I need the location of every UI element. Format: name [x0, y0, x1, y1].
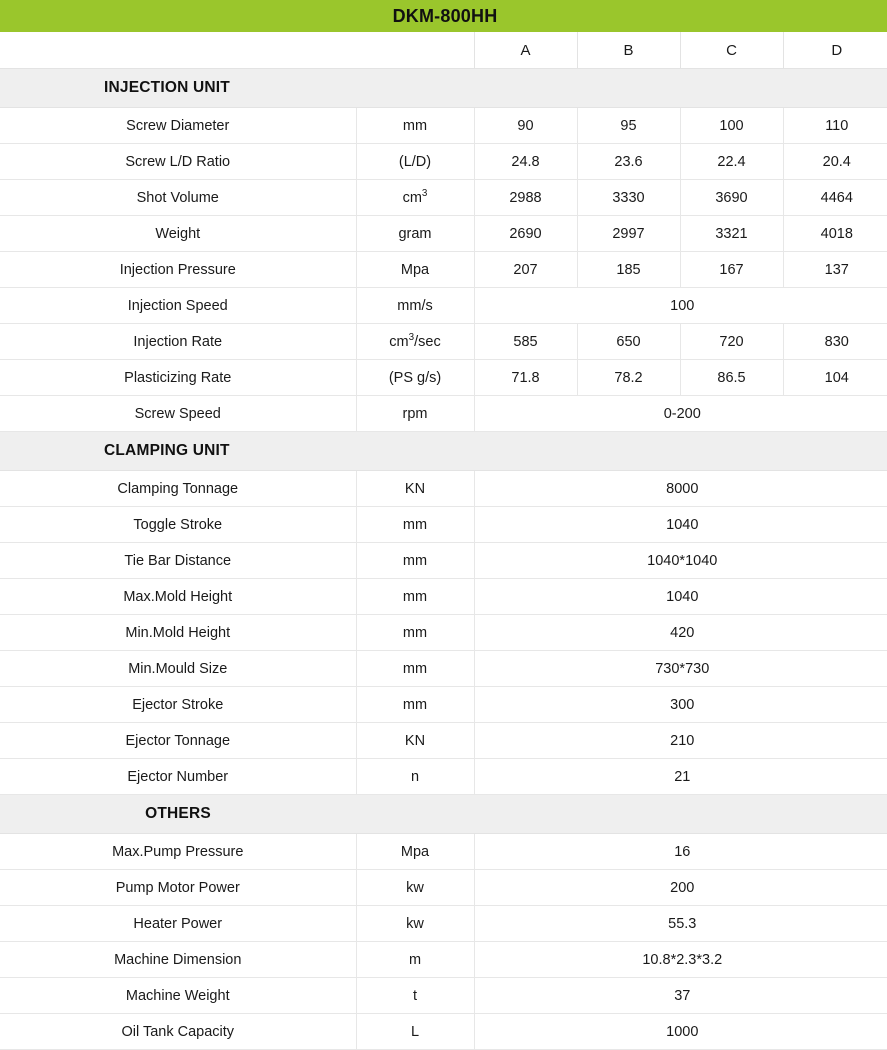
table-row: [0, 942, 887, 978]
spec-name-cell: Tie Bar Distance: [0, 543, 356, 579]
spec-name-cell: Heater Power: [0, 906, 356, 942]
spec-unit-cell: Mpa: [356, 252, 474, 288]
spec-unit-cell: KN: [356, 471, 474, 507]
column-header-row: [0, 32, 887, 69]
table-row: [0, 723, 887, 759]
spec-unit-cell: t: [356, 978, 474, 1014]
spec-unit-cell: gram: [356, 216, 474, 252]
title-row: [0, 0, 887, 32]
table-row: [0, 288, 887, 324]
table-row: [0, 870, 887, 906]
spec-value-merged-cell: 730*730: [474, 651, 887, 687]
unit-base: cm: [402, 189, 422, 206]
spec-unit-cell: KN: [356, 723, 474, 759]
spec-value-cell: 24.8: [474, 144, 577, 180]
spec-value-merged-cell: 8000: [474, 471, 887, 507]
table-row: [0, 471, 887, 507]
spec-value-merged-cell: 420: [474, 615, 887, 651]
spec-value-cell: 86.5: [680, 360, 783, 396]
spec-value-cell: 95: [577, 108, 680, 144]
spec-value-cell: 100: [680, 108, 783, 144]
spec-value-merged-cell: 10.8*2.3*3.2: [474, 942, 887, 978]
spec-value-cell: 3321: [680, 216, 783, 252]
spec-value-cell: 22.4: [680, 144, 783, 180]
spec-name-cell: Toggle Stroke: [0, 507, 356, 543]
spec-value-cell: 90: [474, 108, 577, 144]
spec-value-cell: 4464: [783, 180, 887, 216]
spec-unit-cell: mm/s: [356, 288, 474, 324]
spec-unit-cell: mm: [356, 543, 474, 579]
spec-unit-cell: mm: [356, 615, 474, 651]
section-header-row: [0, 69, 887, 108]
table-row: [0, 396, 887, 432]
spec-value-merged-cell: 100: [474, 288, 887, 324]
spec-value-cell: 207: [474, 252, 577, 288]
spec-name-cell: Machine Dimension: [0, 942, 356, 978]
spec-value-cell: 2690: [474, 216, 577, 252]
spec-name-cell: Ejector Tonnage: [0, 723, 356, 759]
spec-name-cell: Weight: [0, 216, 356, 252]
spec-value-cell: 185: [577, 252, 680, 288]
spec-name-cell: Oil Tank Capacity: [0, 1014, 356, 1050]
spec-value-cell: 110: [783, 108, 887, 144]
table-body: [0, 69, 887, 1050]
spec-name-cell: Screw Diameter: [0, 108, 356, 144]
table-head: [0, 0, 887, 69]
spec-unit-cell: [356, 324, 474, 360]
spec-value-cell: 2997: [577, 216, 680, 252]
spec-unit-cell: Mpa: [356, 834, 474, 870]
spec-unit-cell: (L/D): [356, 144, 474, 180]
spec-value-cell: 2988: [474, 180, 577, 216]
spec-value-cell: 720: [680, 324, 783, 360]
table-row: [0, 324, 887, 360]
spec-value-merged-cell: 21: [474, 759, 887, 795]
table-row: [0, 651, 887, 687]
section-label: OTHERS: [145, 805, 211, 822]
spec-name-cell: Ejector Number: [0, 759, 356, 795]
spec-name-cell: Shot Volume: [0, 180, 356, 216]
spec-value-cell: 167: [680, 252, 783, 288]
spec-name-cell: Plasticizing Rate: [0, 360, 356, 396]
spec-unit-cell: mm: [356, 108, 474, 144]
spec-value-merged-cell: 200: [474, 870, 887, 906]
spec-name-cell: Min.Mold Height: [0, 615, 356, 651]
section-header-cell: [0, 69, 887, 108]
table-row: [0, 1014, 887, 1050]
unit-base: cm: [389, 333, 409, 350]
spec-name-cell: Max.Mold Height: [0, 579, 356, 615]
section-label: CLAMPING UNIT: [104, 442, 230, 459]
spec-name-cell: Pump Motor Power: [0, 870, 356, 906]
table-row: [0, 579, 887, 615]
spec-unit-cell: rpm: [356, 396, 474, 432]
unit-exponent: 3: [408, 331, 415, 343]
spec-value-merged-cell: 1000: [474, 1014, 887, 1050]
section-label: INJECTION UNIT: [104, 79, 230, 96]
spec-name-cell: Ejector Stroke: [0, 687, 356, 723]
section-header-row: [0, 795, 887, 834]
spec-value-cell: 3330: [577, 180, 680, 216]
model-title: DKM-800HH: [0, 0, 887, 32]
spec-name-cell: Injection Speed: [0, 288, 356, 324]
spec-value-merged-cell: 1040: [474, 579, 887, 615]
table-row: [0, 834, 887, 870]
spec-value-merged-cell: 300: [474, 687, 887, 723]
spec-value-cell: 23.6: [577, 144, 680, 180]
spec-unit-cell: mm: [356, 687, 474, 723]
spec-unit-cell: kw: [356, 906, 474, 942]
spec-name-cell: Injection Rate: [0, 324, 356, 360]
table-row: [0, 252, 887, 288]
table-row: [0, 216, 887, 252]
spec-unit-cell: mm: [356, 651, 474, 687]
table-row: [0, 360, 887, 396]
spec-value-cell: 4018: [783, 216, 887, 252]
spec-name-cell: Injection Pressure: [0, 252, 356, 288]
column-header-b: B: [577, 32, 680, 69]
table-row: [0, 687, 887, 723]
column-header-a: A: [474, 32, 577, 69]
spec-value-merged-cell: 210: [474, 723, 887, 759]
spec-unit-cell: mm: [356, 507, 474, 543]
spec-value-merged-cell: 37: [474, 978, 887, 1014]
spec-value-cell: 20.4: [783, 144, 887, 180]
spec-value-cell: 104: [783, 360, 887, 396]
spec-value-merged-cell: 0-200: [474, 396, 887, 432]
spec-unit-cell: n: [356, 759, 474, 795]
table-row: [0, 906, 887, 942]
section-header-row: [0, 432, 887, 471]
spec-name-cell: Min.Mould Size: [0, 651, 356, 687]
spec-unit-cell: m: [356, 942, 474, 978]
spec-value-cell: 830: [783, 324, 887, 360]
column-header-d: D: [783, 32, 887, 69]
spec-value-cell: 650: [577, 324, 680, 360]
table-row: [0, 108, 887, 144]
spec-value-merged-cell: 16: [474, 834, 887, 870]
table-row: [0, 180, 887, 216]
spec-unit-cell: [356, 180, 474, 216]
column-header-c: C: [680, 32, 783, 69]
spec-name-cell: Clamping Tonnage: [0, 471, 356, 507]
spec-unit-cell: mm: [356, 579, 474, 615]
spec-value-cell: 3690: [680, 180, 783, 216]
spec-name-cell: Screw L/D Ratio: [0, 144, 356, 180]
spec-value-merged-cell: 1040: [474, 507, 887, 543]
section-header-cell: [0, 795, 887, 834]
spec-unit-cell: L: [356, 1014, 474, 1050]
spec-value-merged-cell: 1040*1040: [474, 543, 887, 579]
unit-suffix: /sec: [414, 333, 441, 350]
spec-name-cell: Max.Pump Pressure: [0, 834, 356, 870]
spec-name-cell: Machine Weight: [0, 978, 356, 1014]
spec-value-cell: 137: [783, 252, 887, 288]
column-header-blank: [0, 32, 474, 69]
unit-exponent: 3: [421, 187, 428, 199]
table-row: [0, 144, 887, 180]
spec-value-cell: 585: [474, 324, 577, 360]
spec-value-cell: 71.8: [474, 360, 577, 396]
spec-name-cell: Screw Speed: [0, 396, 356, 432]
spec-unit-cell: kw: [356, 870, 474, 906]
table-row: [0, 507, 887, 543]
table-row: [0, 978, 887, 1014]
table-row: [0, 543, 887, 579]
spec-value-cell: 78.2: [577, 360, 680, 396]
table-row: [0, 615, 887, 651]
spec-value-merged-cell: 55.3: [474, 906, 887, 942]
spec-unit-cell: (PS g/s): [356, 360, 474, 396]
section-header-cell: [0, 432, 887, 471]
table-row: [0, 759, 887, 795]
